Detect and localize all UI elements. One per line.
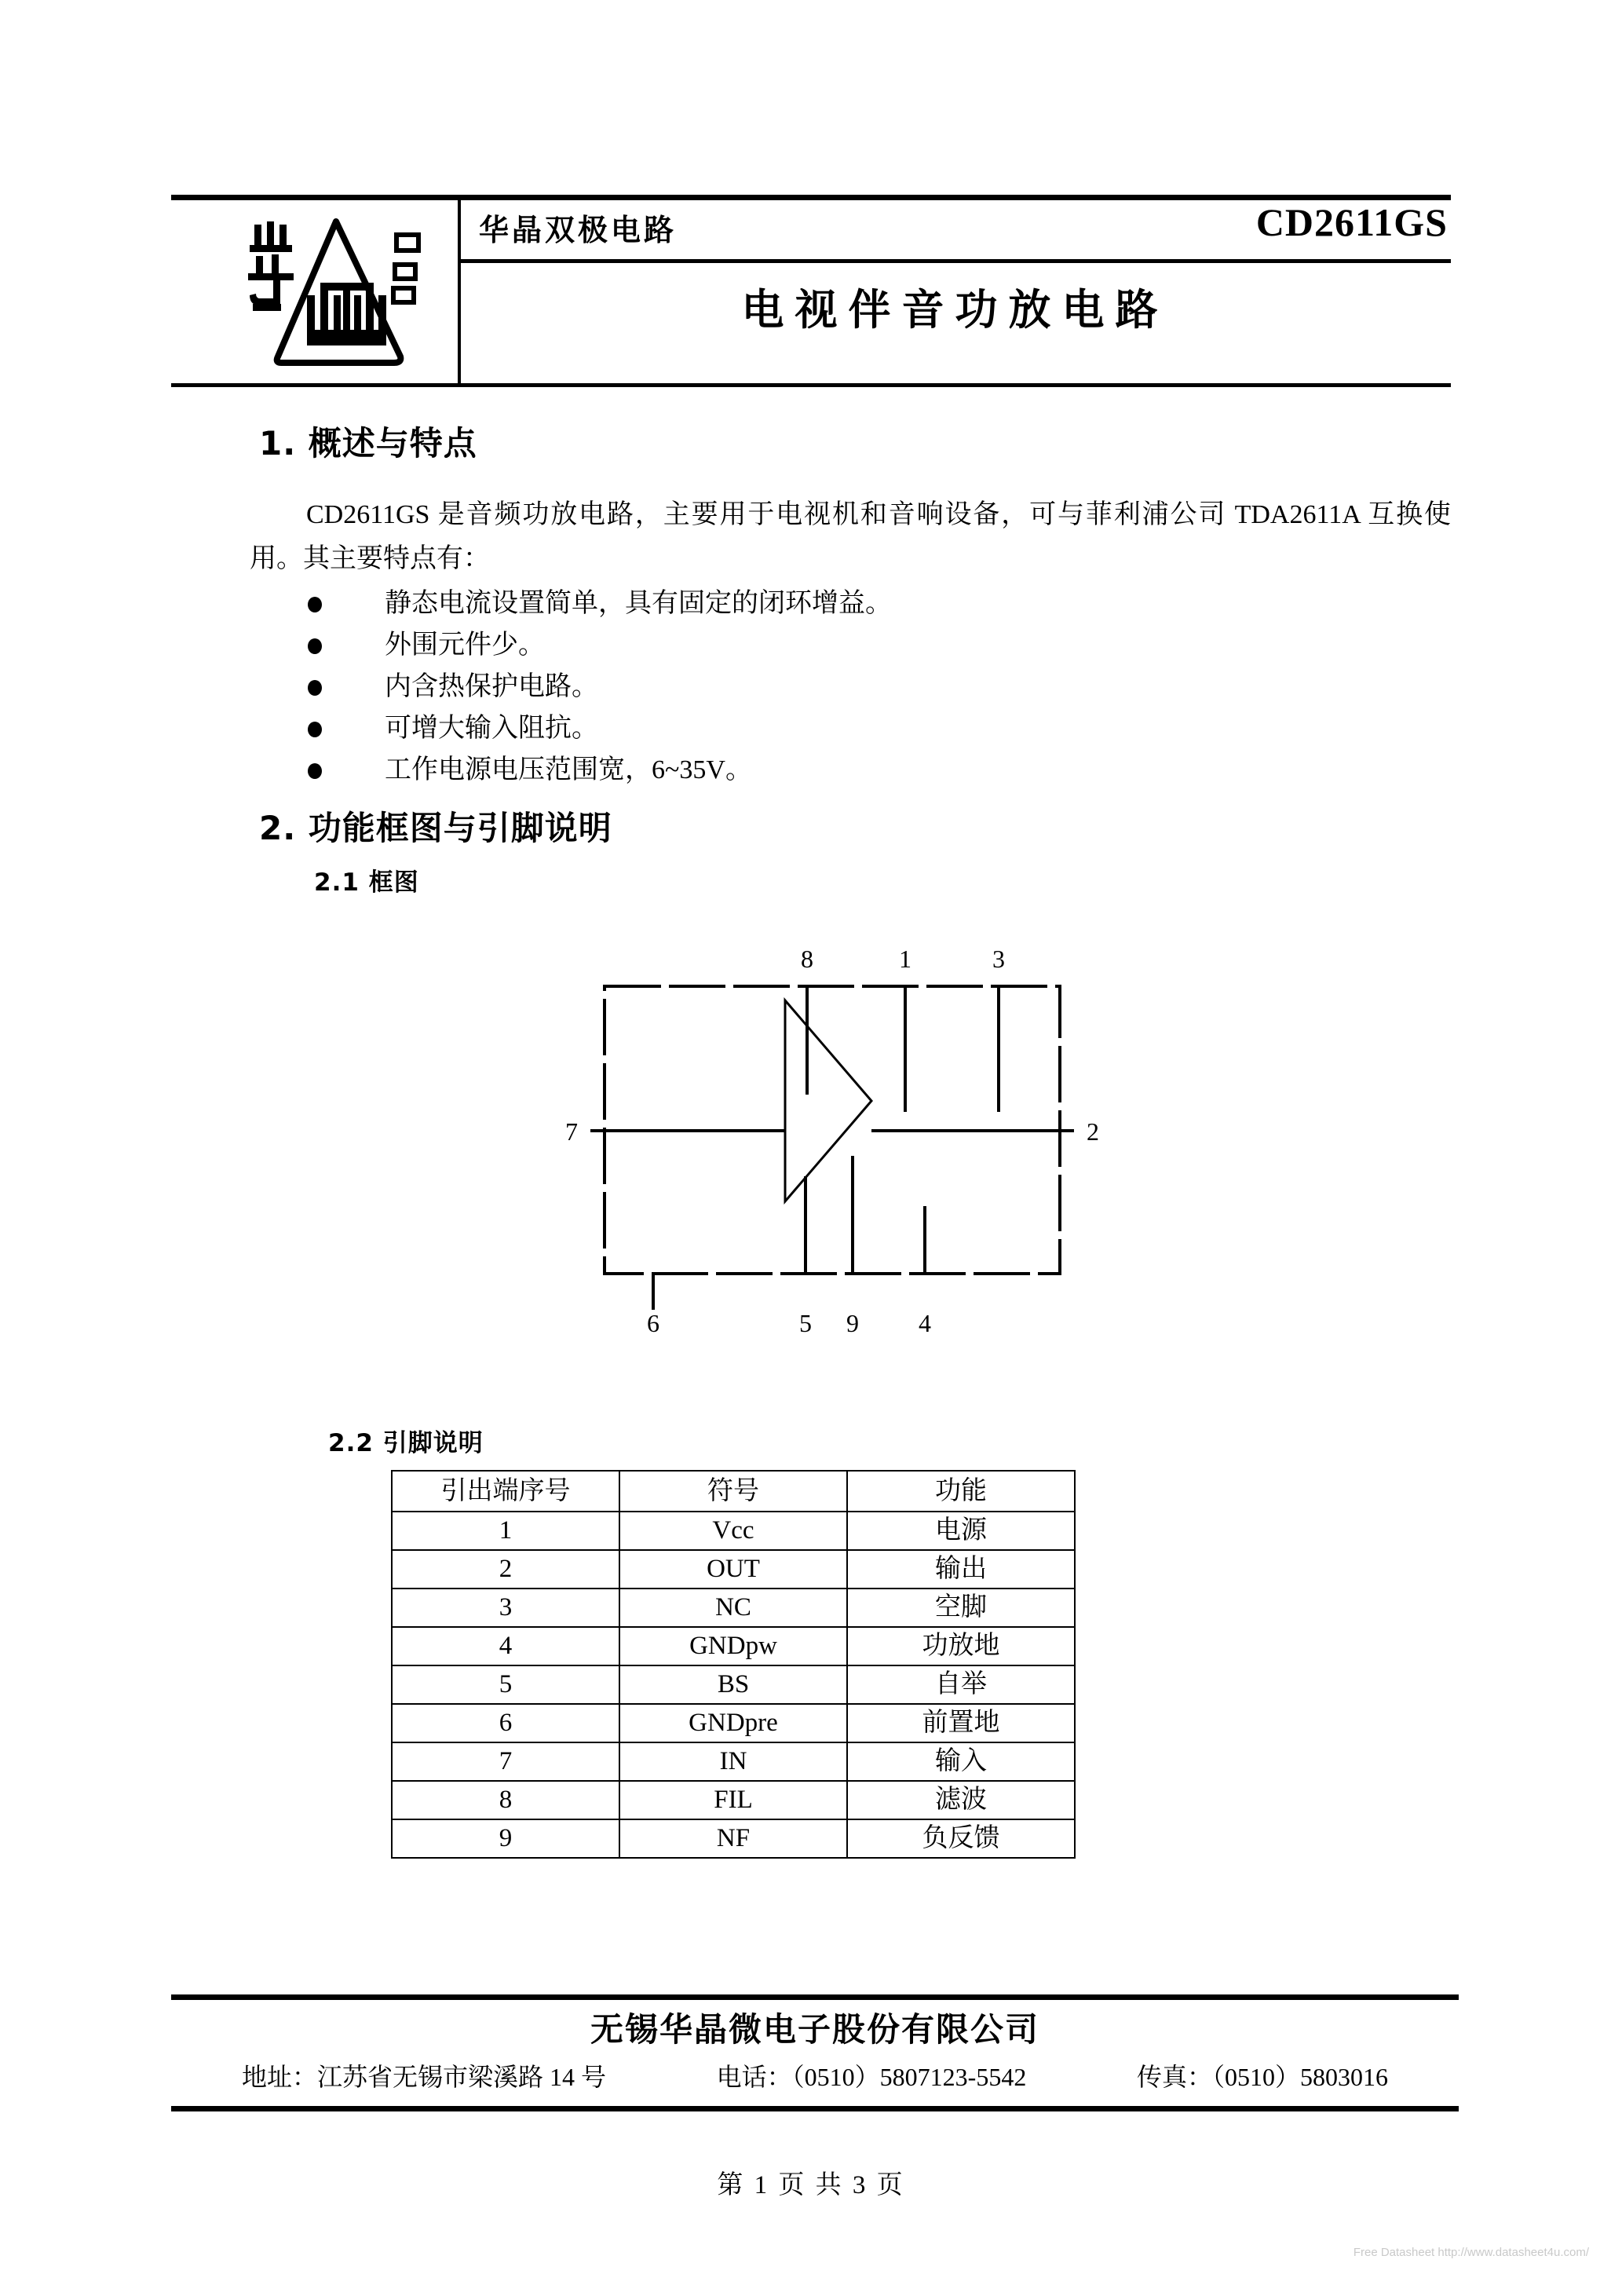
pin-label-1: 1 — [899, 945, 911, 973]
cell-pin-number: 9 — [392, 1819, 619, 1858]
cell-function: 电源 — [847, 1512, 1075, 1550]
cell-function: 输出 — [847, 1550, 1075, 1589]
table-row — [392, 1819, 1075, 1858]
cell-symbol: GNDpre — [619, 1704, 847, 1742]
cell-symbol: OUT — [619, 1550, 847, 1589]
table-header-row — [392, 1471, 1075, 1512]
pin-label-5: 5 — [799, 1309, 812, 1335]
footer-company-name: 无锡华晶微电子股份有限公司 — [590, 2010, 1039, 2049]
document-title: 电视伴音功放电路 — [741, 285, 1169, 335]
footer-contact-line — [171, 2057, 1459, 2093]
functional-block-diagram — [550, 919, 1115, 1335]
cell-function: 前置地 — [847, 1704, 1075, 1742]
section-1-heading: 1. 概述与特点 — [259, 424, 477, 462]
cell-symbol: FIL — [619, 1781, 847, 1819]
cell-pin-number: 3 — [392, 1589, 619, 1627]
bullet-dot-icon — [308, 763, 322, 779]
footer-address: 地址：江苏省无锡市梁溪路 14 号 — [242, 2063, 607, 2091]
bullet-dot-icon — [308, 638, 322, 654]
cell-symbol: NF — [619, 1819, 847, 1858]
section-2-2-heading: 2.2 引脚说明 — [328, 1429, 484, 1457]
cell-function: 自举 — [847, 1665, 1075, 1704]
feature-text: 工作电源电压范围宽，6~35V。 — [385, 755, 752, 784]
page-number: 第 1 页 共 3 页 — [717, 2171, 905, 2199]
cell-pin-number: 5 — [392, 1665, 619, 1704]
footer-bottom-rule — [171, 2106, 1459, 2111]
cell-pin-number: 2 — [392, 1550, 619, 1589]
header-middle-rule — [459, 259, 1451, 263]
pin-label-8: 8 — [801, 945, 813, 973]
cell-function: 负反馈 — [847, 1819, 1075, 1858]
datasheet-watermark: Free Datasheet http://www.datasheet4u.com/ — [1353, 2246, 1589, 2259]
cell-pin-number: 4 — [392, 1627, 619, 1665]
feature-text: 静态电流设置简单，具有固定的闭环增益。 — [385, 589, 892, 618]
cell-pin-number: 8 — [392, 1781, 619, 1819]
cell-function: 功放地 — [847, 1627, 1075, 1665]
section-2-1-heading: 2.1 框图 — [314, 868, 419, 897]
cell-symbol: IN — [619, 1742, 847, 1781]
table-row — [392, 1781, 1075, 1819]
cell-function: 滤波 — [847, 1781, 1075, 1819]
table-row — [392, 1550, 1075, 1589]
table-row — [392, 1627, 1075, 1665]
amplifier-triangle — [785, 1000, 871, 1201]
list-item — [308, 707, 1454, 749]
cell-pin-number: 7 — [392, 1742, 619, 1781]
cell-function: 输入 — [847, 1742, 1075, 1781]
bullet-dot-icon — [308, 722, 322, 737]
pin-label-3: 3 — [992, 945, 1005, 973]
feature-text: 内含热保护电路。 — [385, 672, 598, 701]
column-header-symbol: 符号 — [619, 1471, 847, 1512]
cell-symbol: BS — [619, 1665, 847, 1704]
table-row — [392, 1589, 1075, 1627]
company-logo — [232, 210, 444, 377]
cell-symbol: Vcc — [619, 1512, 847, 1550]
cell-pin-number: 1 — [392, 1512, 619, 1550]
list-item — [308, 666, 1454, 707]
section-2-heading: 2. 功能框图与引脚说明 — [259, 809, 612, 847]
column-header-function: 功能 — [847, 1471, 1075, 1512]
pin-label-9: 9 — [846, 1309, 859, 1335]
bullet-dot-icon — [308, 680, 322, 696]
list-item — [308, 583, 1454, 624]
feature-text: 外围元件少。 — [385, 631, 545, 660]
pin-label-4: 4 — [919, 1309, 931, 1335]
table-row — [392, 1742, 1075, 1781]
header-bottom-rule — [171, 383, 1451, 387]
bullet-dot-icon — [308, 597, 322, 612]
cell-pin-number: 6 — [392, 1704, 619, 1742]
pin-label-2: 2 — [1087, 1117, 1099, 1146]
footer-phone: 电话：（0510）5807123-5542 — [716, 2063, 1027, 2091]
header-subtitle: 华晶双极电路 — [479, 213, 678, 247]
pin-description-table — [391, 1470, 1076, 1859]
table-row — [392, 1512, 1075, 1550]
list-item — [308, 749, 1454, 791]
footer-fax: 传真：（0510）5803016 — [1136, 2063, 1388, 2091]
table-row — [392, 1704, 1075, 1742]
feature-list — [308, 583, 1454, 791]
column-header-pin-number: 引出端序号 — [392, 1471, 619, 1512]
cell-symbol: GNDpw — [619, 1627, 847, 1665]
footer-top-rule — [171, 1994, 1459, 2000]
list-item — [308, 624, 1454, 666]
table-row — [392, 1665, 1075, 1704]
cell-symbol: NC — [619, 1589, 847, 1627]
feature-text: 可增大输入阻抗。 — [385, 714, 598, 743]
pin-label-6: 6 — [647, 1309, 659, 1335]
cell-function: 空脚 — [847, 1589, 1075, 1627]
pin-label-7: 7 — [565, 1117, 578, 1146]
header-part-number: CD2611GS — [1255, 200, 1448, 244]
overview-paragraph: CD2611GS 是音频功放电路，主要用于电视机和音响设备，可与菲利浦公司 TDA2611A 互换使用。其主要特点有： — [250, 500, 1451, 573]
